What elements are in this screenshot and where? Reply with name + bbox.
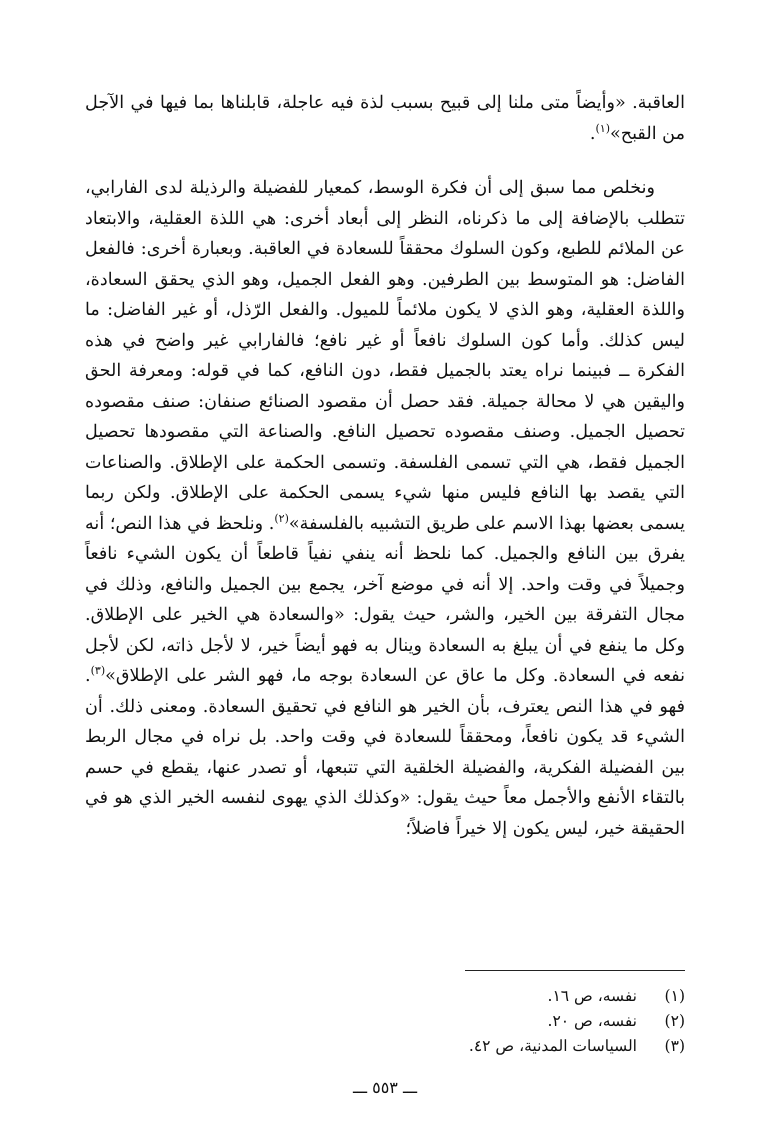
footnote-text: نفسه، ص ٢٠. <box>547 1012 637 1030</box>
paragraph-2 <box>85 173 685 844</box>
footnote-number: (١) <box>664 987 685 1005</box>
page-number: ـــ ٥٥٣ ـــ <box>352 1078 418 1097</box>
paragraph-2-part-2: . ونلحظ في هذا النص؛ أنه يفرق بين النافع والجميل. كما نلحظ أنه ينفي نفياً قاطعاً أن يكون الشيء نافعاً وجميلاً في وقت واحد. إلا أنه في موضع آخر، يجمع بين الجميل والنافع، وذلك في مجال التفرقة بين الخير، والشر، حيث يقول: «والسعادة هي الخير على الإطلاق. وكل ما ينفع في أن يبلغ به السعادة وينال به فهو أيضاً خير، لا لأجل ذاته، لكن لأجل نفعه في السعادة. وكل ما عاق عن السعادة بوجه ما، فهو الشر على الإطلاق» <box>85 513 685 686</box>
footnote-text: نفسه، ص ١٦. <box>547 987 637 1005</box>
paragraph-1-tail: . <box>589 123 596 144</box>
footnote-ref-2: (٢) <box>274 511 289 525</box>
footnotes <box>85 984 685 1059</box>
footnote-2 <box>85 1009 685 1034</box>
paragraph-1-text: العاقبة. «وأيضاً متى ملنا إلى قبيح بسبب لذة فيه عاجلة، قابلناها بما فيها في الآجل من القبح» <box>85 93 685 144</box>
footnote-3 <box>85 1034 685 1059</box>
paragraph-2-part-1: ونخلص مما سبق إلى أن فكرة الوسط، كمعيار للفضيلة والرذيلة لدى الفارابي، تتطلب بالإضافة إلى ما ذكرناه، النظر إلى أبعاد أخرى: هي اللذة العقلية، والابتعاد عن الملائم للطبع، وكون السلوك محققاً للسعادة في العاقبة. وبعبارة أخرى: فالفعل الفاضل: هو المتوسط بين الطرفين. وهو الفعل الجميل، وهو الذي يحقق السعادة، واللذة العقلية، وهو الذي لا يكون ملائماً للميول. والفعل الرّذل، أو غير الفاضل: ما ليس كذلك. وأما كون السلوك نافعاً أو غير نافع؛ فالفارابي غير واضح في هذه الفكرة ــ فبينما نراه يعتد بالجميل فقط، دون النافع، كما في قوله: ومعرفة الحق واليقين هي لا محالة جميلة. فقد حصل أن مقصود الصنائع صنفان: صنف مقصوده تحصيل الجميل. وصنف مقصوده تحصيل النافع. والصناعة التي مقصودها تحصيل الجميل فقط، هي التي تسمى الفلسفة. وتسمى الحكمة على الإطلاق. والصناعات التي يقصد بها النافع فليس منها شيء يسمى الحكمة على الإطلاق. ولكن ربما يسمى بعضها بهذا الاسم على طريق التشبيه بالفلسفة» <box>85 178 685 534</box>
paragraph-1 <box>85 88 685 149</box>
footnote-ref-3: (٣) <box>90 664 106 678</box>
paragraph-2-part-3: . فهو في هذا النص يعترف، بأن الخير هو النافع في تحقيق السعادة. ومعنى ذلك. أن الشيء قد يكون نافعاً، ومحققاً للسعادة في وقت واحد. بل نراه في مجال الربط بين الفضيلة الفكرية، والفضيلة الخلقية التي تتبعها، أو تصدر عنها، يقطع في حسم بالتقاء الأنفع والأجمل معاً حيث يقول: «وكذلك الذي يهوى لنفسه الخير الذي هو في الحقيقة خير، ليس يكون إلا خيراً فاضلاً؛ <box>85 666 685 839</box>
footnote-number: (٢) <box>664 1012 685 1030</box>
footnote-divider <box>465 970 685 971</box>
footnote-number: (٣) <box>664 1037 685 1055</box>
page <box>85 88 685 1097</box>
footnote-1 <box>85 984 685 1009</box>
footnote-ref-1: (١) <box>595 121 610 135</box>
footnote-text: السياسات المدنية، ص ٤٢. <box>468 1037 637 1055</box>
